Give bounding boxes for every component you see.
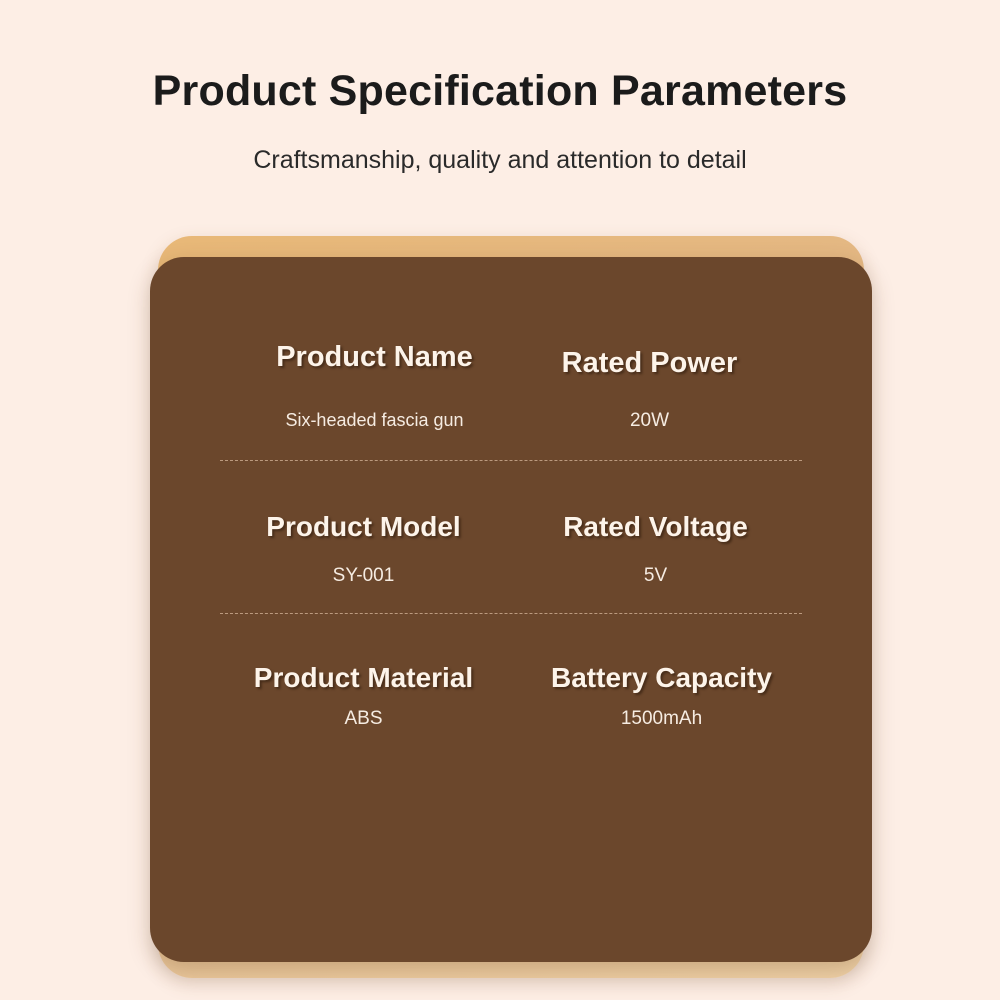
spec-label: Rated Power [561,347,738,379]
table-row [208,662,814,730]
spec-cell-rated-voltage [511,511,814,587]
page-subtitle: Craftsmanship, quality and attention to detail [253,145,747,174]
row-divider [220,613,802,614]
spec-value: 5V [643,565,668,586]
spec-value: 1500mAh [620,708,703,729]
spec-card [150,257,872,962]
row-divider [220,460,802,461]
spec-card-wrapper [150,236,872,978]
spec-value: 20W [629,410,670,431]
spec-cell-product-name [208,341,511,432]
spec-label: Product Model [266,511,461,542]
spec-table [150,257,872,962]
spec-label: Battery Capacity [551,662,772,693]
table-row [208,511,814,587]
spec-cell-battery-capacity [511,662,814,730]
spec-label: Product Name [276,341,473,373]
spec-cell-rated-power [511,341,814,432]
spec-label: Product Material [253,662,474,693]
spec-cell-product-material [208,662,511,730]
page-title: Product Specification Parameters [152,67,848,115]
spec-cell-product-model [208,511,511,587]
table-row [208,341,814,432]
page-header [0,0,1000,175]
spec-label: Rated Voltage [563,511,748,542]
spec-value: Six-headed fascia gun [285,410,464,430]
spec-value: ABS [344,708,383,729]
spec-value: SY-001 [332,565,395,586]
